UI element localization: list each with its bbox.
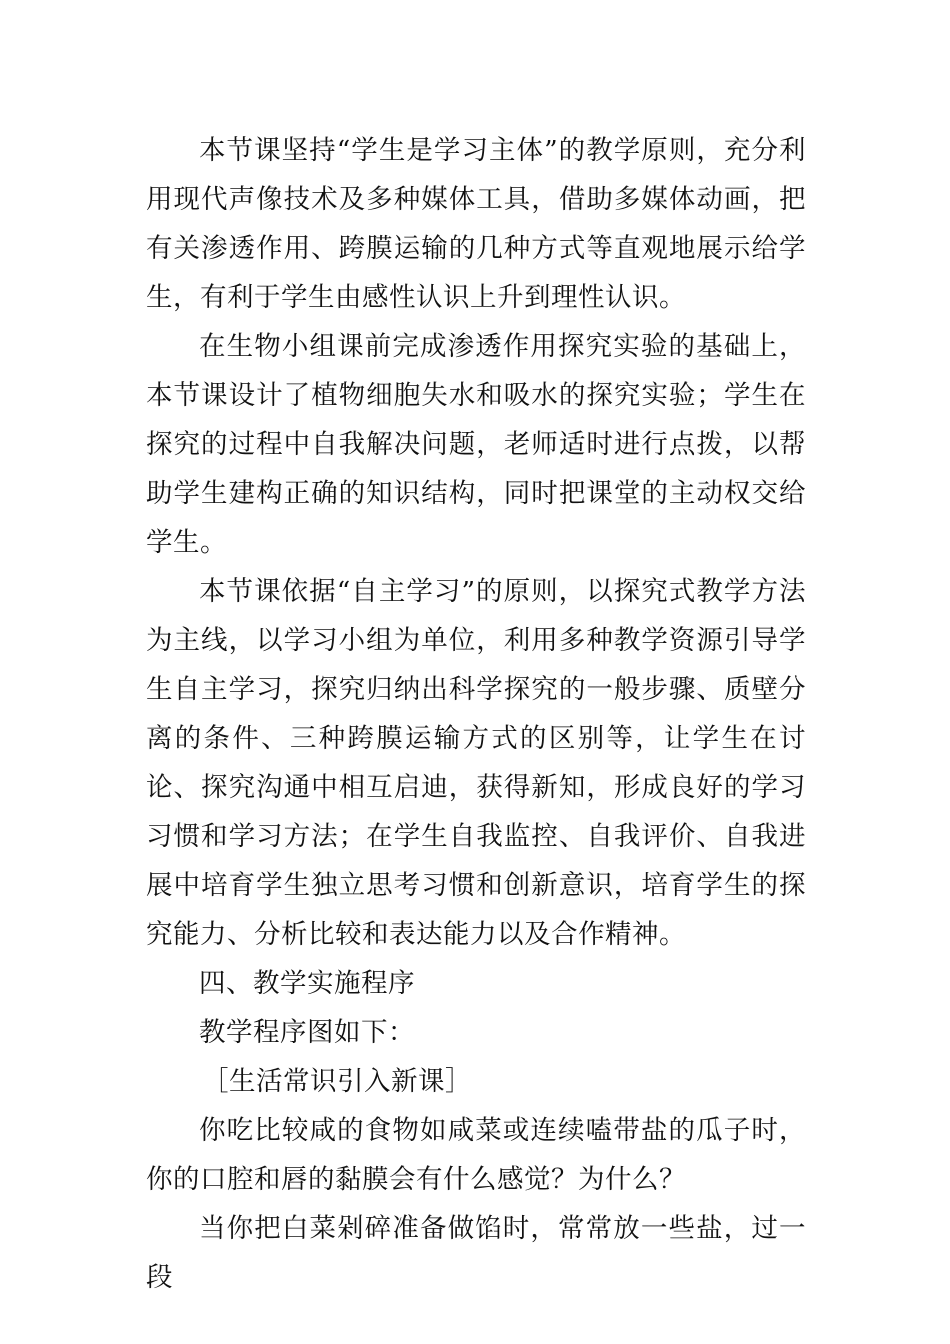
section-heading: 四、教学实施程序 <box>199 968 415 999</box>
bracket-heading: ［生活常识引入新课］ <box>202 1066 472 1097</box>
document-page <box>146 126 806 1302</box>
paragraph-autonomous-learning: 本节课依据“自主学习”的原则，以探究式教学方法为主线，以学习小组为单位，利用多种教学资源引导学生自主学习，探究归纳出科学探究的一般步骤、质壁分离的条件、三种跨膜运输方式的区别等，让学生在讨论、探究沟通中相互启迪，获得新知，形成良好的学习习惯和学习方法；在学生自我监控、自我评价、自我进展中培育学生独立思考习惯和创新意识，培育学生的探究能力、分析比较和表达能力以及合作精神。 <box>146 576 806 950</box>
paragraph-experiment: 在生物小组课前完成渗透作用探究实验的基础上，本节课设计了植物细胞失水和吸水的探究实验；学生在探究的过程中自我解决问题，老师适时进行点拨，以帮助学生建构正确的知识结构，同时把课堂的主动权交给学生。 <box>146 331 806 558</box>
paragraph-salty-food: 你吃比较咸的食物如咸菜或连续嗑带盐的瓜子时，你的口腔和唇的黏膜会有什么感觉？为什么？ <box>146 1115 806 1195</box>
paragraph-cabbage: 当你把白菜剁碎准备做馅时，常常放一些盐，过一段 <box>146 1213 806 1293</box>
paragraph-multimedia: 本节课坚持“学生是学习主体”的教学原则，充分利用现代声像技术及多种媒体工具，借助多媒体动画，把有关渗透作用、跨膜运输的几种方式等直观地展示给学生，有利于学生由感性认识上升到理性认识。 <box>146 135 806 313</box>
program-intro: 教学程序图如下： <box>199 1017 415 1048</box>
